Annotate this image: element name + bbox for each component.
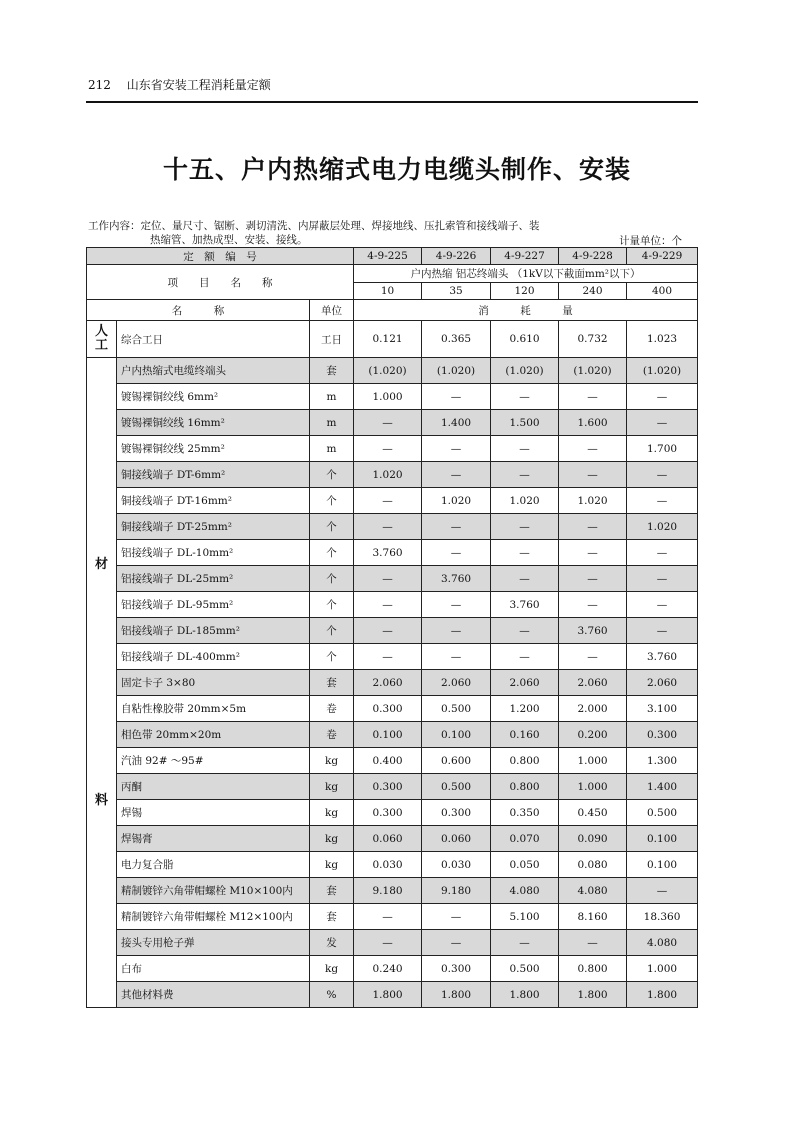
material-value: 1.400 [422, 410, 491, 436]
material-value: 1.800 [354, 982, 422, 1008]
material-row [87, 800, 698, 826]
material-value: 1.000 [354, 384, 422, 410]
material-value: — [491, 514, 559, 540]
material-value: 4.080 [627, 930, 698, 956]
material-unit: kg [310, 852, 354, 878]
material-name: 铜接线端子 DT-25mm² [117, 514, 310, 540]
material-value: — [422, 592, 491, 618]
material-value: — [354, 514, 422, 540]
material-value: 3.760 [627, 644, 698, 670]
material-value: 1.000 [627, 956, 698, 982]
material-row [87, 618, 698, 644]
material-value: 4.080 [491, 878, 559, 904]
material-category [87, 358, 117, 1008]
material-value: — [491, 462, 559, 488]
material-value: 2.060 [559, 670, 627, 696]
labor-row [87, 321, 698, 358]
material-value: 1.800 [491, 982, 559, 1008]
material-value: (1.020) [422, 358, 491, 384]
material-value: — [559, 592, 627, 618]
material-unit: m [310, 384, 354, 410]
material-value: — [627, 540, 698, 566]
material-unit: 套 [310, 878, 354, 904]
material-value: 0.300 [354, 800, 422, 826]
material-cat-char: 料 [94, 792, 108, 808]
material-value: 1.800 [422, 982, 491, 1008]
material-name: 镀锡裸铜绞线 16mm² [117, 410, 310, 436]
material-value: 0.500 [422, 774, 491, 800]
page-number: 212 [88, 78, 111, 92]
material-value: — [354, 618, 422, 644]
material-row [87, 566, 698, 592]
material-row [87, 904, 698, 930]
material-row [87, 514, 698, 540]
size-cell: 120 [491, 282, 559, 300]
material-value: — [559, 384, 627, 410]
material-value: 0.300 [422, 800, 491, 826]
material-value: 4.080 [559, 878, 627, 904]
material-value: 1.700 [627, 436, 698, 462]
material-value: 0.030 [422, 852, 491, 878]
material-value: — [354, 566, 422, 592]
material-unit: kg [310, 956, 354, 982]
consumption-header: 消 耗 量 [354, 300, 698, 321]
material-name: 汽油 92# ～95# [117, 748, 310, 774]
material-value: 1.200 [491, 696, 559, 722]
material-value: — [422, 436, 491, 462]
material-unit: 套 [310, 670, 354, 696]
material-value: 2.060 [491, 670, 559, 696]
material-value: 9.180 [354, 878, 422, 904]
labor-value: 0.121 [354, 321, 422, 358]
material-name: 白布 [117, 956, 310, 982]
material-name: 户内热缩式电缆终端头 [117, 358, 310, 384]
labor-value: 1.023 [627, 321, 698, 358]
material-unit: 个 [310, 618, 354, 644]
material-value: 2.060 [422, 670, 491, 696]
material-value: — [491, 436, 559, 462]
material-value: — [559, 644, 627, 670]
material-value: 0.100 [422, 722, 491, 748]
labor-unit: 工日 [310, 321, 354, 358]
material-unit: kg [310, 800, 354, 826]
group-label: 户内热缩 铝芯终端头 （1kV以下截面mm²以下） [354, 265, 698, 283]
material-value: — [627, 566, 698, 592]
material-value: 2.060 [627, 670, 698, 696]
material-row [87, 956, 698, 982]
material-name: 相色带 20mm×20m [117, 722, 310, 748]
material-unit: m [310, 436, 354, 462]
material-row [87, 826, 698, 852]
material-value: 2.060 [354, 670, 422, 696]
material-value: — [354, 436, 422, 462]
material-value: 0.450 [559, 800, 627, 826]
material-value: 0.160 [491, 722, 559, 748]
code-cell: 4-9-229 [627, 248, 698, 265]
size-cell: 240 [559, 282, 627, 300]
group-row [87, 265, 698, 283]
material-value: — [627, 384, 698, 410]
material-row [87, 982, 698, 1008]
labor-cat-char: 人 [94, 324, 108, 339]
material-value: 0.800 [491, 748, 559, 774]
material-unit: 发 [310, 930, 354, 956]
material-value: — [422, 904, 491, 930]
code-cell: 4-9-225 [354, 248, 422, 265]
material-row [87, 410, 698, 436]
material-value: 1.800 [559, 982, 627, 1008]
page-header [88, 76, 271, 93]
column-header-row [87, 300, 698, 321]
size-cell: 10 [354, 282, 422, 300]
material-row [87, 592, 698, 618]
material-unit: 套 [310, 904, 354, 930]
labor-value: 0.732 [559, 321, 627, 358]
material-value: (1.020) [559, 358, 627, 384]
material-row [87, 722, 698, 748]
material-row [87, 384, 698, 410]
material-name: 电力复合脂 [117, 852, 310, 878]
material-value: 1.020 [491, 488, 559, 514]
material-value: — [491, 384, 559, 410]
material-row [87, 774, 698, 800]
material-value: — [354, 904, 422, 930]
quota-table [86, 247, 698, 1008]
material-value: — [422, 514, 491, 540]
book-title: 山东省安装工程消耗量定额 [126, 78, 271, 92]
material-value: 1.020 [559, 488, 627, 514]
material-value: — [559, 930, 627, 956]
material-name: 铜接线端子 DT-16mm² [117, 488, 310, 514]
material-unit: kg [310, 826, 354, 852]
material-row [87, 696, 698, 722]
material-name: 镀锡裸铜绞线 6mm² [117, 384, 310, 410]
material-value: — [627, 878, 698, 904]
material-value: — [627, 462, 698, 488]
labor-value: 0.610 [491, 321, 559, 358]
material-value: 3.760 [422, 566, 491, 592]
code-cell: 4-9-226 [422, 248, 491, 265]
material-value: 0.800 [491, 774, 559, 800]
material-value: 0.300 [354, 774, 422, 800]
material-unit: 卷 [310, 696, 354, 722]
material-value: 9.180 [422, 878, 491, 904]
material-value: 0.500 [627, 800, 698, 826]
code-cell: 4-9-228 [559, 248, 627, 265]
material-value: — [422, 930, 491, 956]
labor-name: 综合工日 [117, 321, 310, 358]
material-value: (1.020) [491, 358, 559, 384]
section-title: 十五、户内热缩式电力电缆头制作、安装 [162, 155, 631, 184]
material-value: — [354, 644, 422, 670]
material-value: 0.400 [354, 748, 422, 774]
material-value: 1.000 [559, 748, 627, 774]
material-value: 1.020 [354, 462, 422, 488]
material-unit: 个 [310, 540, 354, 566]
material-value: — [559, 514, 627, 540]
material-value: — [559, 540, 627, 566]
material-name: 铝接线端子 DL-10mm² [117, 540, 310, 566]
material-value: — [422, 384, 491, 410]
material-name: 镀锡裸铜绞线 25mm² [117, 436, 310, 462]
material-value: 1.020 [627, 514, 698, 540]
material-value: — [422, 540, 491, 566]
material-value: 1.500 [491, 410, 559, 436]
material-name: 铝接线端子 DL-185mm² [117, 618, 310, 644]
material-value: — [491, 930, 559, 956]
material-value: — [354, 488, 422, 514]
material-value: — [422, 618, 491, 644]
material-unit: 个 [310, 644, 354, 670]
material-value: 0.800 [559, 956, 627, 982]
material-value: (1.020) [627, 358, 698, 384]
unit-column-header: 单位 [310, 300, 354, 321]
material-row [87, 540, 698, 566]
name-column-header: 名 称 [87, 300, 310, 321]
material-unit: m [310, 410, 354, 436]
material-value: 0.200 [559, 722, 627, 748]
material-value: — [491, 566, 559, 592]
material-name: 铝接线端子 DL-95mm² [117, 592, 310, 618]
material-unit: 个 [310, 488, 354, 514]
code-row [87, 248, 698, 265]
material-value: 1.400 [627, 774, 698, 800]
material-value: — [559, 566, 627, 592]
material-value: — [354, 930, 422, 956]
item-label: 项 目 名 称 [87, 265, 354, 300]
labor-value: 0.365 [422, 321, 491, 358]
material-value: — [627, 592, 698, 618]
material-row [87, 852, 698, 878]
material-value: 5.100 [491, 904, 559, 930]
material-value: 3.760 [559, 618, 627, 644]
material-unit: 个 [310, 514, 354, 540]
unit-label: 计量单位：个 [619, 235, 682, 247]
material-value: 0.500 [422, 696, 491, 722]
material-name: 接头专用枪子弹 [117, 930, 310, 956]
material-value: 0.500 [491, 956, 559, 982]
material-unit: 个 [310, 462, 354, 488]
material-value: — [354, 592, 422, 618]
labor-category [87, 321, 117, 358]
quota-table-body [87, 248, 698, 1008]
work-content-line2: 热缩管、加热成型、安装、接线。 [150, 234, 308, 246]
material-row [87, 930, 698, 956]
material-value: — [422, 462, 491, 488]
material-value: 0.030 [354, 852, 422, 878]
material-value: 0.240 [354, 956, 422, 982]
material-value: — [627, 410, 698, 436]
material-value: 0.100 [627, 852, 698, 878]
material-value: 0.050 [491, 852, 559, 878]
material-name: 自粘性橡胶带 20mm×5m [117, 696, 310, 722]
material-name: 焊锡 [117, 800, 310, 826]
material-value: — [559, 436, 627, 462]
code-cell: 4-9-227 [491, 248, 559, 265]
material-unit: 个 [310, 592, 354, 618]
material-value: 0.060 [422, 826, 491, 852]
code-label: 定 额 编 号 [87, 248, 354, 265]
material-unit: kg [310, 748, 354, 774]
material-value: 0.300 [354, 696, 422, 722]
material-name: 精制镀锌六角带帽螺栓 M10×100内 [117, 878, 310, 904]
material-value: 0.600 [422, 748, 491, 774]
material-value: 0.300 [422, 956, 491, 982]
material-value: — [354, 410, 422, 436]
header-rule [86, 101, 698, 103]
material-value: 0.090 [559, 826, 627, 852]
material-value: (1.020) [354, 358, 422, 384]
material-name: 固定卡子 3×80 [117, 670, 310, 696]
material-row [87, 670, 698, 696]
material-name: 其他材料费 [117, 982, 310, 1008]
material-row [87, 878, 698, 904]
material-name: 铝接线端子 DL-400mm² [117, 644, 310, 670]
material-row [87, 748, 698, 774]
material-row [87, 436, 698, 462]
material-row [87, 644, 698, 670]
material-name: 丙酮 [117, 774, 310, 800]
material-value: — [559, 462, 627, 488]
material-name: 铝接线端子 DL-25mm² [117, 566, 310, 592]
material-cat-char: 材 [94, 556, 108, 572]
material-value: 1.600 [559, 410, 627, 436]
material-value: 1.800 [627, 982, 698, 1008]
material-name: 铜接线端子 DT-6mm² [117, 462, 310, 488]
labor-cat-char: 工 [94, 338, 108, 353]
material-value: 1.020 [422, 488, 491, 514]
material-value: 1.300 [627, 748, 698, 774]
material-unit: % [310, 982, 354, 1008]
material-value: 0.100 [627, 826, 698, 852]
material-row [87, 358, 698, 384]
material-value: 18.360 [627, 904, 698, 930]
material-name: 精制镀锌六角带帽螺栓 M12×100内 [117, 904, 310, 930]
material-row [87, 462, 698, 488]
material-value: 0.350 [491, 800, 559, 826]
work-content [88, 219, 700, 247]
material-value: — [422, 644, 491, 670]
material-unit: kg [310, 774, 354, 800]
size-cell: 400 [627, 282, 698, 300]
material-value: 0.100 [354, 722, 422, 748]
material-value: — [491, 644, 559, 670]
material-value: — [627, 488, 698, 514]
material-value: — [491, 618, 559, 644]
material-value: 1.000 [559, 774, 627, 800]
material-unit: 套 [310, 358, 354, 384]
material-value: — [627, 618, 698, 644]
material-value: 0.070 [491, 826, 559, 852]
material-unit: 卷 [310, 722, 354, 748]
size-cell: 35 [422, 282, 491, 300]
material-name: 焊锡膏 [117, 826, 310, 852]
material-value: — [491, 540, 559, 566]
work-content-line1: 工作内容：定位、量尺寸、锯断、剥切清洗、内屏蔽层处理、焊接地线、压扎索管和接线端子、装 [88, 220, 540, 232]
material-row [87, 488, 698, 514]
material-value: 3.760 [354, 540, 422, 566]
material-value: 0.300 [627, 722, 698, 748]
material-value: 3.760 [491, 592, 559, 618]
material-value: 3.100 [627, 696, 698, 722]
material-unit: 个 [310, 566, 354, 592]
material-value: 0.060 [354, 826, 422, 852]
material-value: 2.000 [559, 696, 627, 722]
material-value: 0.080 [559, 852, 627, 878]
material-value: 8.160 [559, 904, 627, 930]
